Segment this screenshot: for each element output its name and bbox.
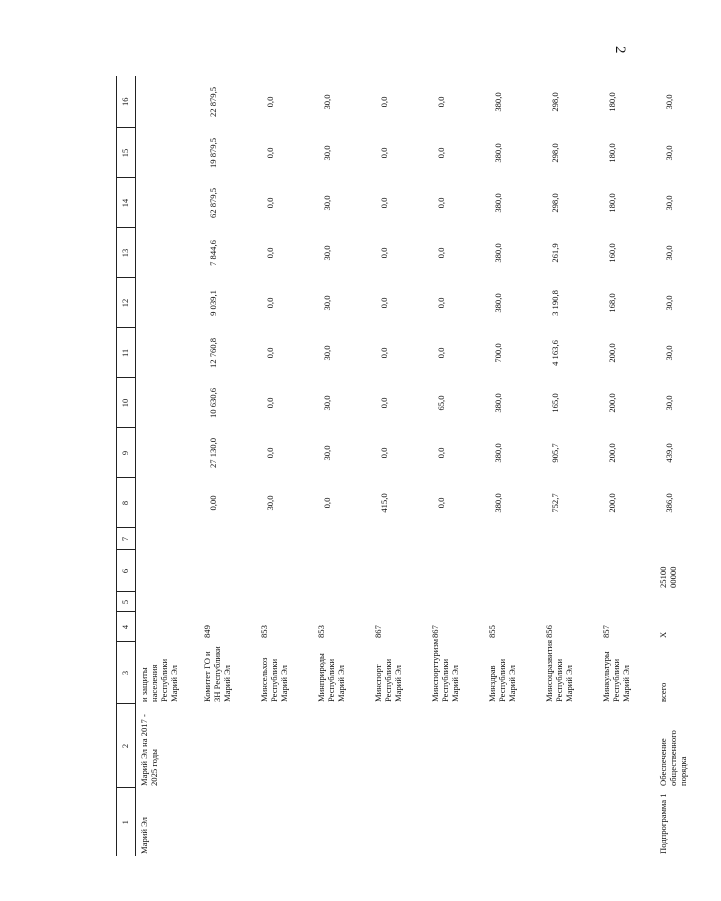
header-cell: 12 <box>117 278 136 328</box>
row-year-value: 3 190,8 <box>550 290 560 316</box>
row-csr-code <box>599 550 656 592</box>
header-cell: 15 <box>117 128 136 178</box>
row-year-value: 298,0 <box>550 92 560 112</box>
row-year-value: 19 879,5 <box>208 137 218 169</box>
row-year-value: 0,0 <box>379 347 389 359</box>
row-year-value: 4 163,6 <box>550 340 560 366</box>
header-cell: 11 <box>117 328 136 378</box>
header-cell: 16 <box>117 76 136 128</box>
row-year-value: 0,0 <box>436 247 446 259</box>
row-year-value: 0,00 <box>208 495 218 511</box>
row-year-value <box>136 478 201 528</box>
row-year-value: 298,0 <box>550 143 560 163</box>
row-grbs-code: 855 <box>487 625 497 638</box>
table-row <box>314 76 371 856</box>
row-year-value: 0,0 <box>436 197 446 209</box>
row-year-value: 298,0 <box>550 193 560 213</box>
row-vr-code <box>314 528 371 550</box>
row-section-label <box>428 788 485 856</box>
row-vr-code <box>371 528 428 550</box>
row-executor-name: и защиты населения Республики Марий Эл <box>139 658 179 702</box>
row-year-value: 0,0 <box>436 447 446 459</box>
row-rz-code <box>542 592 599 612</box>
row-year-value: 165,0 <box>550 393 560 413</box>
row-executor-name: Минздрав Республики Марий Эл <box>487 658 517 702</box>
row-grbs-code: 853 <box>259 625 269 638</box>
row-executor-name: Минсельхоз Республики Марий Эл <box>259 657 289 702</box>
row-year-value: 30,0 <box>322 295 332 311</box>
row-year-value: 30,0 <box>664 145 674 161</box>
row-vr-code <box>599 528 656 550</box>
table-row <box>485 76 542 856</box>
row-vr-code <box>428 528 485 550</box>
row-program-name <box>542 704 599 788</box>
row-year-value: 0,0 <box>322 497 332 509</box>
budget-table <box>116 76 721 856</box>
row-year-value: 380,0 <box>493 92 503 112</box>
row-csr-code <box>136 550 201 592</box>
row-year-value: 380,0 <box>493 393 503 413</box>
row-executor-name: Минкультуры Республики Марий Эл <box>601 651 631 702</box>
row-year-value: 0,0 <box>436 96 446 108</box>
row-section-label <box>314 788 371 856</box>
row-year-value: 0,0 <box>379 197 389 209</box>
row-csr-code <box>314 550 371 592</box>
row-year-value: 30,0 <box>322 345 332 361</box>
row-grbs-code: Х <box>658 631 668 638</box>
row-grbs-code: 853 <box>316 625 326 638</box>
row-csr-code <box>257 550 314 592</box>
row-rz-code <box>485 592 542 612</box>
row-section-label <box>485 788 542 856</box>
row-program-name: Обеспечение общественного порядка <box>658 730 688 786</box>
row-year-value: 0,0 <box>436 497 446 509</box>
row-vr-code <box>257 528 314 550</box>
row-year-value: 0,0 <box>265 96 275 108</box>
row-year-value: 0,0 <box>265 397 275 409</box>
row-year-value: 415,0 <box>379 493 389 513</box>
row-year-value: 9 039,1 <box>208 290 218 316</box>
row-year-value: 180,0 <box>607 143 617 163</box>
row-grbs-code: 867 <box>430 625 440 638</box>
row-year-value: 0,0 <box>436 297 446 309</box>
row-year-value: 0,0 <box>265 347 275 359</box>
row-year-value: 261,9 <box>550 243 560 263</box>
row-year-value: 30,0 <box>664 245 674 261</box>
row-year-value: 12 760,8 <box>208 337 218 369</box>
row-section-label: Подпрограмма 1 <box>658 793 668 854</box>
row-executor-name: Минсоцразвития Республики Марий Эл <box>544 639 574 702</box>
row-year-value: 30,0 <box>322 145 332 161</box>
row-csr-code: 25100 00000 <box>658 566 678 588</box>
row-year-value <box>136 428 201 478</box>
row-section-label <box>257 788 314 856</box>
row-executor-name: Комитет ГО и ЗН Республики Марий Эл <box>202 646 232 702</box>
row-year-value: 380,0 <box>493 443 503 463</box>
row-year-value: 380,0 <box>493 193 503 213</box>
row-vr-code <box>656 528 721 550</box>
row-year-value <box>136 378 201 428</box>
row-year-value: 180,0 <box>607 193 617 213</box>
row-rz-code <box>136 592 201 612</box>
table-row <box>371 76 428 856</box>
row-year-value: 30,0 <box>322 245 332 261</box>
row-year-value: 0,0 <box>379 147 389 159</box>
row-grbs-code: 856 <box>544 625 554 638</box>
row-year-value: 200,0 <box>607 493 617 513</box>
row-rz-code <box>257 592 314 612</box>
row-year-value: 30,0 <box>664 295 674 311</box>
row-year-value: 0,0 <box>379 397 389 409</box>
row-year-value: 386,0 <box>664 493 674 513</box>
row-program-name <box>428 704 485 788</box>
table-row <box>599 76 656 856</box>
row-year-value: 439,0 <box>664 443 674 463</box>
row-year-value: 168,0 <box>607 293 617 313</box>
row-vr-code <box>485 528 542 550</box>
row-rz-code <box>599 592 656 612</box>
row-program-name <box>485 704 542 788</box>
row-csr-code <box>200 550 257 592</box>
row-year-value <box>136 278 201 328</box>
row-year-value: 0,0 <box>265 147 275 159</box>
row-vr-code <box>136 528 201 550</box>
row-section-label: Марий Эл <box>139 817 149 854</box>
row-year-value: 200,0 <box>607 343 617 363</box>
row-year-value: 30,0 <box>322 94 332 110</box>
header-cell: 5 <box>117 592 136 612</box>
row-year-value <box>136 76 201 128</box>
row-rz-code <box>200 592 257 612</box>
row-year-value: 380,0 <box>493 243 503 263</box>
header-cell: 3 <box>117 642 136 704</box>
row-executor-name: Минприроды Республики Марий Эл <box>316 653 346 702</box>
row-vr-code <box>200 528 257 550</box>
table-row <box>656 76 721 856</box>
row-year-value: 7 844,6 <box>208 240 218 266</box>
header-cell: 7 <box>117 528 136 550</box>
header-cell: 10 <box>117 378 136 428</box>
row-csr-code <box>542 550 599 592</box>
table-row <box>428 76 485 856</box>
row-year-value: 380,0 <box>493 293 503 313</box>
row-section-label <box>371 788 428 856</box>
row-executor-name: Минспорттуризм Республики Марий Эл <box>430 638 460 702</box>
row-program-name: Марий Эл на 2017 - 2025 годы <box>139 714 159 786</box>
table-row <box>136 76 201 856</box>
row-csr-code <box>371 550 428 592</box>
row-year-value: 200,0 <box>607 443 617 463</box>
row-year-value: 0,0 <box>379 96 389 108</box>
row-year-value: 200,0 <box>607 393 617 413</box>
row-year-value: 0,0 <box>379 297 389 309</box>
row-grbs-code: 857 <box>601 625 611 638</box>
row-year-value: 0,0 <box>379 447 389 459</box>
table-row <box>200 76 257 856</box>
row-year-value: 700,0 <box>493 343 503 363</box>
row-year-value: 30,0 <box>664 345 674 361</box>
header-cell: 8 <box>117 478 136 528</box>
row-year-value: 160,0 <box>607 243 617 263</box>
row-year-value: 905,7 <box>550 443 560 463</box>
row-year-value: 22 879,5 <box>208 86 218 118</box>
row-year-value: 380,0 <box>493 493 503 513</box>
row-year-value: 65,0 <box>436 395 446 411</box>
row-year-value: 0,0 <box>436 147 446 159</box>
row-year-value: 0,0 <box>436 347 446 359</box>
row-section-label <box>599 788 656 856</box>
row-grbs-code: 867 <box>373 625 383 638</box>
row-executor-name: всего <box>658 682 668 702</box>
table-row <box>542 76 599 856</box>
row-program-name <box>257 704 314 788</box>
row-vr-code <box>542 528 599 550</box>
row-year-value <box>136 228 201 278</box>
row-csr-code <box>485 550 542 592</box>
row-year-value: 0,0 <box>265 297 275 309</box>
row-year-value: 30,0 <box>664 395 674 411</box>
row-section-label <box>542 788 599 856</box>
row-year-value: 30,0 <box>265 495 275 511</box>
row-program-name <box>314 704 371 788</box>
row-program-name <box>371 704 428 788</box>
row-year-value <box>136 128 201 178</box>
row-csr-code <box>428 550 485 592</box>
table-body <box>136 76 721 856</box>
row-year-value: 180,0 <box>607 92 617 112</box>
row-rz-code <box>314 592 371 612</box>
header-row <box>117 76 136 856</box>
row-rz-code <box>428 592 485 612</box>
row-year-value: 0,0 <box>265 247 275 259</box>
row-grbs-code: 849 <box>202 625 212 638</box>
budget-table-sheet <box>116 76 688 856</box>
row-year-value: 0,0 <box>265 447 275 459</box>
row-year-value: 30,0 <box>664 195 674 211</box>
row-year-value: 30,0 <box>322 445 332 461</box>
row-year-value: 380,0 <box>493 143 503 163</box>
header-cell: 4 <box>117 612 136 642</box>
row-rz-code <box>371 592 428 612</box>
row-grbs-code <box>136 612 201 642</box>
row-year-value: 0,0 <box>379 247 389 259</box>
header-cell: 13 <box>117 228 136 278</box>
header-cell: 1 <box>117 788 136 856</box>
row-year-value <box>136 178 201 228</box>
header-cell: 6 <box>117 550 136 592</box>
row-year-value: 27 130,0 <box>208 437 218 469</box>
row-year-value: 10 630,6 <box>208 387 218 419</box>
header-cell: 14 <box>117 178 136 228</box>
row-year-value <box>136 328 201 378</box>
header-cell: 2 <box>117 704 136 788</box>
row-year-value: 62 879,5 <box>208 187 218 219</box>
row-year-value: 30,0 <box>664 94 674 110</box>
page-number: 2 <box>612 46 628 54</box>
row-year-value: 0,0 <box>265 197 275 209</box>
header-cell: 9 <box>117 428 136 478</box>
row-program-name <box>599 704 656 788</box>
row-section-label <box>200 788 257 856</box>
row-year-value: 30,0 <box>322 395 332 411</box>
row-year-value: 752,7 <box>550 493 560 513</box>
row-rz-code <box>656 592 721 612</box>
row-year-value: 30,0 <box>322 195 332 211</box>
table-row <box>257 76 314 856</box>
row-program-name <box>200 704 257 788</box>
row-executor-name: Минспорт Республики Марий Эл <box>373 658 403 702</box>
